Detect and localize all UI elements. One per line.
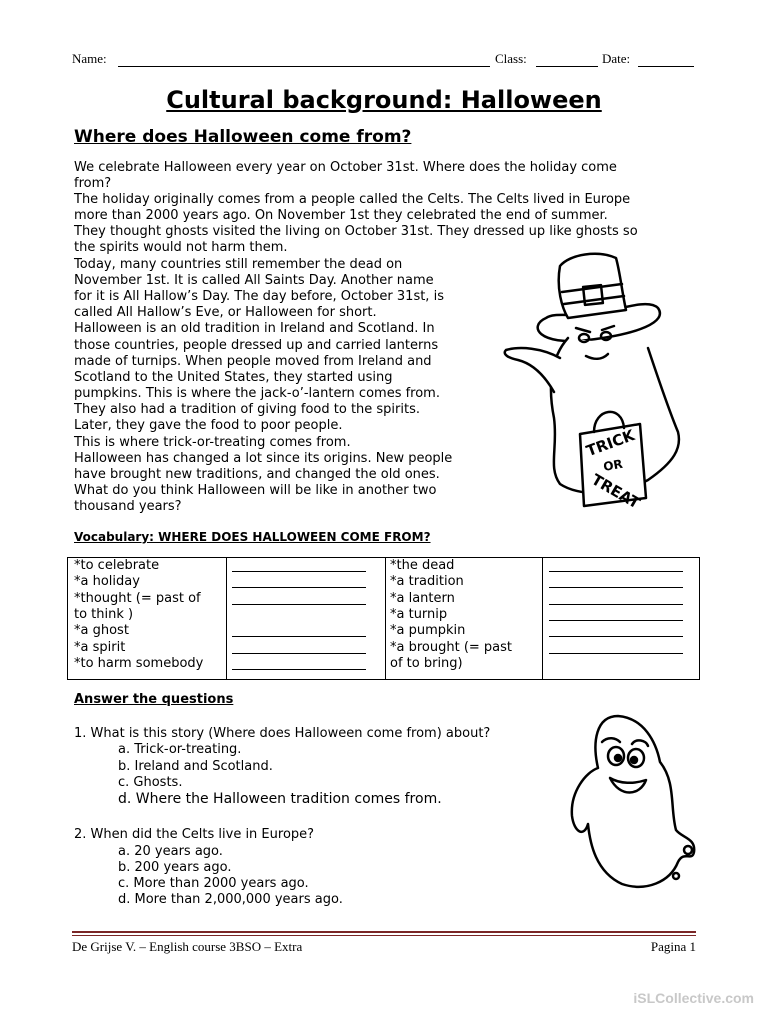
answer-blank[interactable]	[232, 587, 366, 588]
answer-option[interactable]: a. 20 years ago.	[118, 844, 223, 859]
story-line: called All Hallow’s Eve, or Halloween for short.	[74, 305, 377, 320]
answer-option[interactable]: b. 200 years ago.	[118, 860, 232, 875]
small-ghost-illustration	[566, 712, 698, 896]
footer-course: De Grijse V. – English course 3BSO – Extra	[72, 939, 303, 954]
ghost-with-hat-illustration	[498, 248, 704, 514]
vocab-term: *a holiday	[74, 574, 140, 589]
answer-option[interactable]: d. Where the Halloween tradition comes from.	[118, 791, 442, 807]
answer-option[interactable]: b. Ireland and Scotland.	[118, 759, 273, 774]
story-line: We celebrate Halloween every year on October 31st. Where does the holiday come	[74, 160, 617, 175]
vocabulary-heading: Vocabulary: WHERE DOES HALLOWEEN COME FROM?	[74, 530, 431, 544]
answer-blank[interactable]	[232, 571, 366, 572]
answer-blank[interactable]	[549, 571, 683, 572]
story-line: This is where trick-or-treating comes from.	[74, 435, 351, 450]
vocab-term: *a pumpkin	[390, 623, 466, 638]
vocab-term: *to celebrate	[74, 558, 160, 573]
vocab-term: *a spirit	[74, 640, 126, 655]
answer-blank[interactable]	[549, 636, 683, 637]
footer-page-number: Pagina 1	[650, 939, 696, 954]
bag-text-trick: TRICK	[583, 426, 637, 461]
story-line: the spirits would not harm them.	[74, 240, 288, 255]
story-line: Halloween is an old tradition in Ireland and Scotland. In	[74, 321, 435, 336]
vocab-term: *the dead	[390, 558, 455, 573]
vocab-term: to think )	[74, 607, 134, 622]
story-line: thousand years?	[74, 499, 182, 514]
table-divider	[226, 558, 227, 679]
story-line: They thought ghosts visited the living on October 31st. They dressed up like ghosts so	[74, 224, 638, 239]
vocab-term: *thought (= past of	[74, 591, 201, 606]
footer-rule	[72, 931, 696, 933]
question-2: 2. When did the Celts live in Europe?	[74, 827, 315, 842]
vocabulary-table	[67, 557, 700, 680]
answer-questions-heading: Answer the questions	[74, 692, 234, 707]
answer-blank[interactable]	[232, 653, 366, 654]
class-label: Class:	[495, 51, 527, 66]
footer-rule	[72, 935, 696, 936]
vocab-term: *a turnip	[390, 607, 448, 622]
story-line: those countries, people dressed up and carried lanterns	[74, 338, 439, 353]
story-line: What do you think Halloween will be like in another two	[74, 483, 437, 498]
date-line[interactable]	[638, 66, 694, 67]
vocab-term: *a brought (= past	[390, 640, 513, 655]
answer-option[interactable]: a. Trick-or-treating.	[118, 742, 242, 757]
table-divider	[542, 558, 543, 679]
vocab-term: of to bring)	[390, 656, 463, 671]
answer-blank[interactable]	[549, 653, 683, 654]
table-divider	[385, 558, 386, 679]
vocab-term: *a lantern	[390, 591, 455, 606]
answer-blank[interactable]	[549, 620, 683, 621]
answer-blank[interactable]	[232, 604, 366, 605]
vocab-term: *a tradition	[390, 574, 464, 589]
class-line[interactable]	[536, 66, 598, 67]
vocab-term: *to harm somebody	[74, 656, 204, 671]
answer-blank[interactable]	[549, 587, 683, 588]
story-line: Scotland to the United States, they started using	[74, 370, 393, 385]
answer-option[interactable]: c. More than 2000 years ago.	[118, 876, 309, 891]
page-title: Cultural background: Halloween	[166, 86, 602, 114]
story-line: made of turnips. When people moved from Ireland and	[74, 354, 432, 369]
answer-blank[interactable]	[549, 604, 683, 605]
story-line: Today, many countries still remember the dead on	[74, 257, 403, 272]
question-1: 1. What is this story (Where does Halloween come from) about?	[74, 726, 491, 741]
story-line: Later, they gave the food to poor people.	[74, 418, 343, 433]
story-line: The holiday originally comes from a people called the Celts. The Celts lived in Europe	[74, 192, 631, 207]
answer-blank[interactable]	[232, 636, 366, 637]
date-label: Date:	[602, 51, 631, 66]
name-line[interactable]	[118, 66, 490, 67]
story-line: have brought new traditions, and changed the old ones.	[74, 467, 440, 482]
vocab-term: *a ghost	[74, 623, 129, 638]
story-line: pumpkins. This is where the jack-o’-lantern comes from.	[74, 386, 440, 401]
story-line: Halloween has changed a lot since its origins. New people	[74, 451, 453, 466]
answer-blank[interactable]	[232, 669, 366, 670]
story-line: for it is All Hallow’s Day. The day before, October 31st, is	[74, 289, 444, 304]
bag-text-treat: TREAT	[588, 470, 644, 513]
name-class-date-header	[72, 51, 696, 71]
answer-option[interactable]: c. Ghosts.	[118, 775, 183, 790]
name-label: Name:	[72, 51, 107, 66]
story-line: November 1st. It is called All Saints Day. Another name	[74, 273, 434, 288]
story-line: more than 2000 years ago. On November 1st they celebrated the end of summer.	[74, 208, 608, 223]
watermark: iSLCollective.com	[633, 990, 754, 1006]
story-line: They also had a tradition of giving food to the spirits.	[74, 402, 421, 417]
section-subtitle: Where does Halloween come from?	[74, 127, 412, 147]
story-line: from?	[74, 176, 112, 191]
answer-option[interactable]: d. More than 2,000,000 years ago.	[118, 892, 343, 907]
bag-text-or: OR	[602, 456, 624, 474]
